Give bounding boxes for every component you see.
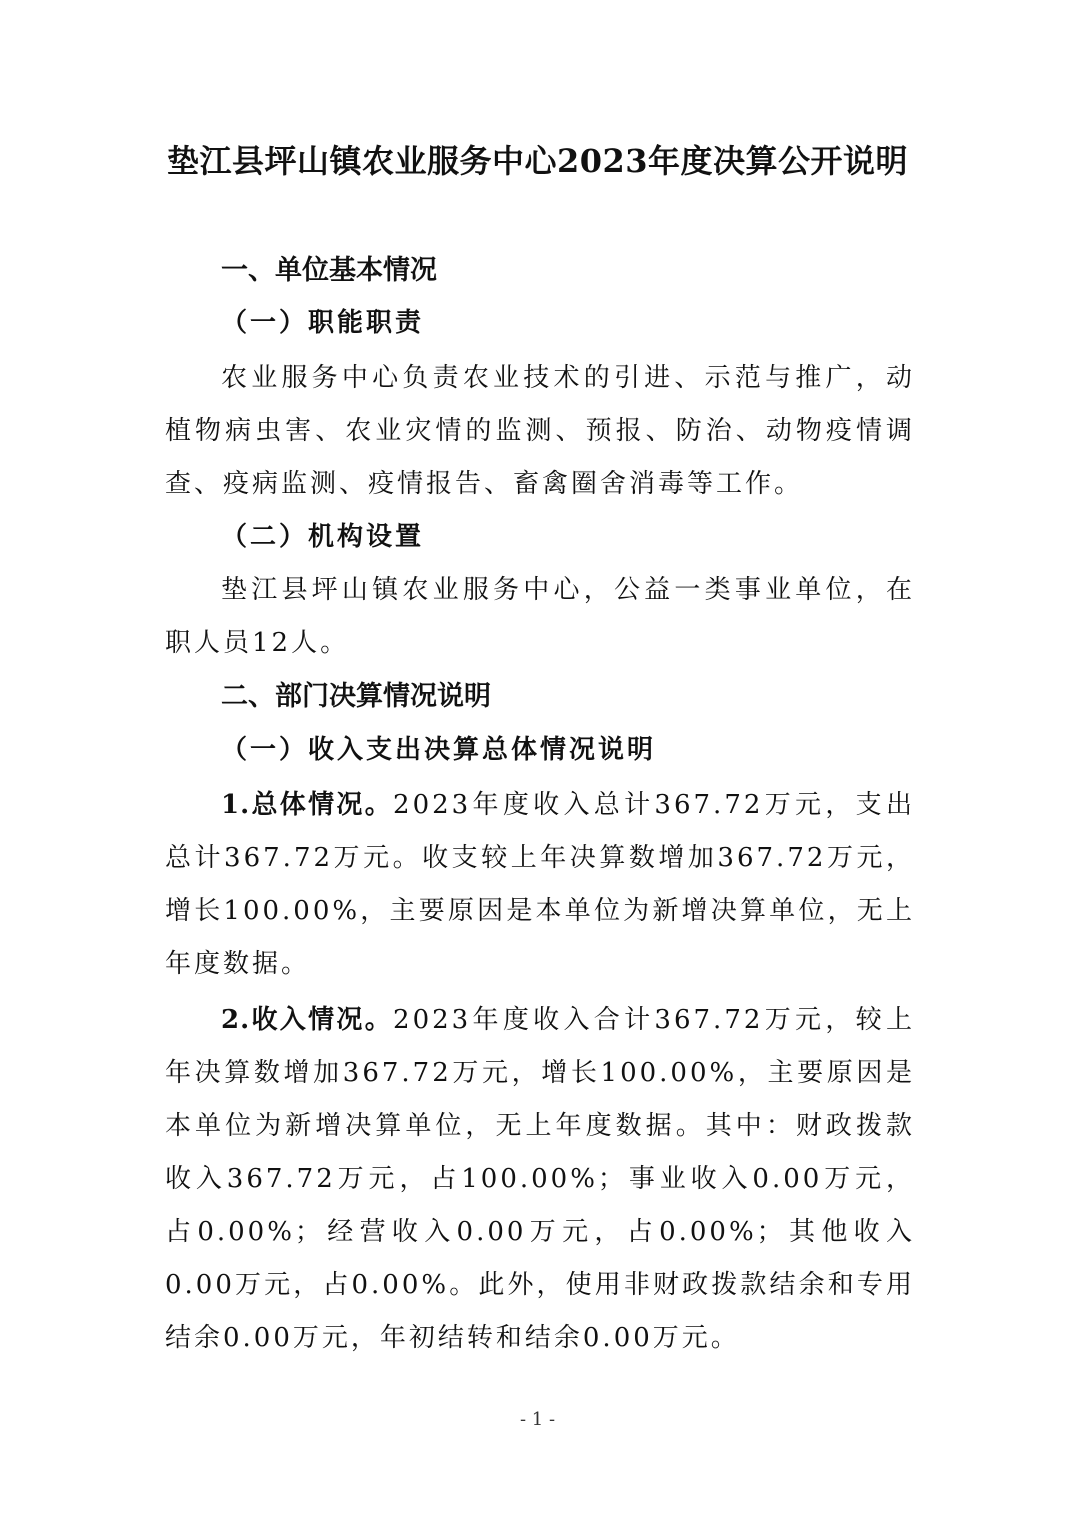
subsection-heading-income-expenditure: （一）收入支出决算总体情况说明 xyxy=(221,735,657,765)
paragraph-income-situation xyxy=(165,994,915,1365)
section-heading-basic-info: 一、单位基本情况 xyxy=(221,255,437,286)
overall-situation-text: 2023年度收入总计367.72万元，支出总计367.72万元。收支较上年决算数增加367.72万元，增长100.00%，主要原因是本单位为新增决算单位，无上年度数据。 xyxy=(165,790,915,979)
paragraph-overall-situation xyxy=(165,779,915,991)
page-number: - 1 - xyxy=(519,1409,556,1430)
overall-situation-lead: 1.总体情况。 xyxy=(221,790,394,820)
subsection-heading-functions: （一）职能职责 xyxy=(221,308,425,338)
paragraph-organization: 垫江县坪山镇农业服务中心，公益一类事业单位，在职人员12人。 xyxy=(165,575,915,658)
subsection-heading-organization: （二）机构设置 xyxy=(221,522,425,552)
document-title: 垫江县坪山镇农业服务中心2023年度决算公开说明 xyxy=(166,142,909,180)
income-situation-text: 2023年度收入合计367.72万元，较上年决算数增加367.72万元，增长100.00%，主要原因是本单位为新增决算单位，无上年度数据。其中：财政拨款收入367.72万元，占100.00%；事业收入0.00万元，占0.00%；经营收入0.00万元，占0.00%；其他收入0.00万元，占0.00%。此外，使用非财政拨款结余和专用结余0.00万元，年初结转和结余0.00万元。 xyxy=(165,1005,915,1353)
income-situation-lead: 2.收入情况。 xyxy=(221,1005,394,1035)
paragraph-functions: 农业服务中心负责农业技术的引进、示范与推广，动植物病虫害、农业灾情的监测、预报、防治、动物疫情调查、疫病监测、疫情报告、畜禽圈舍消毒等工作。 xyxy=(165,363,915,499)
section-heading-final-accounts: 二、部门决算情况说明 xyxy=(221,681,491,712)
